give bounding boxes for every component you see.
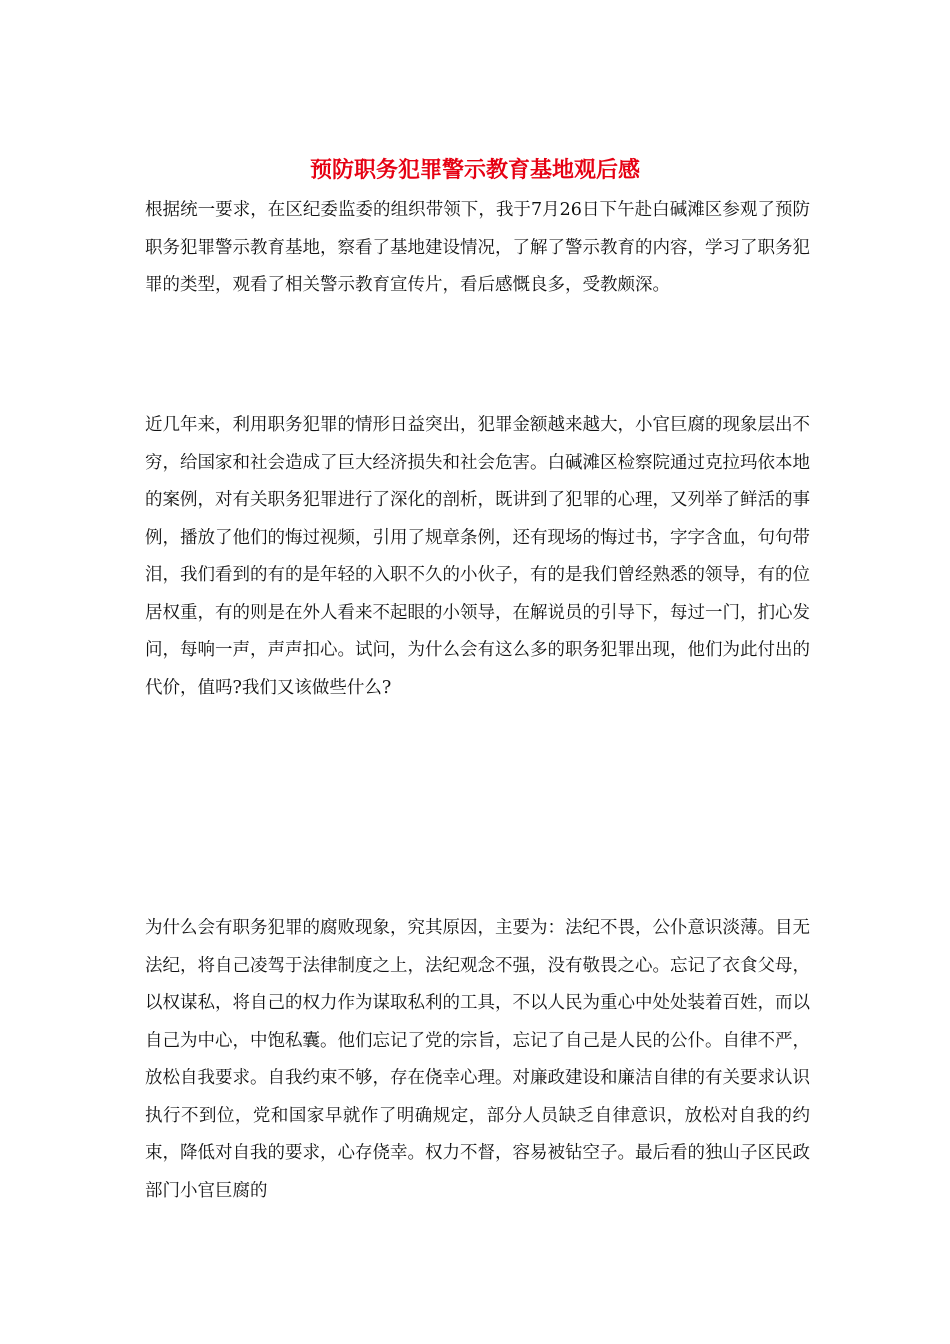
- document-title: 预防职务犯罪警示教育基地观后感: [309, 157, 640, 183]
- paragraph-1: 根据统一要求，在区纪委监委的组织带领下，我于7月26日下午赴白碱滩区参观了预防职务犯罪警示教育基地，察看了基地建设情况，了解了警示教育的内容，学习了职务犯罪的类型，观看了相关警示教育宣传片，看后感慨良多，受教颇深。: [145, 200, 810, 295]
- paragraph-2: 近几年来，利用职务犯罪的情形日益突出，犯罪金额越来越大，小官巨腐的现象层出不穷，给国家和社会造成了巨大经济损失和社会危害。白碱滩区检察院通过克拉玛依本地的案例，对有关职务犯罪进行了深化的剖析，既讲到了犯罪的心理，又列举了鲜活的事例，播放了他们的悔过视频，引用了规章条例，还有现场的悔过书，字字含血，句句带泪，我们看到的有的是年轻的入职不久的小伙子，有的是我们曾经熟悉的领导，有的位居权重，有的则是在外人看来不起眼的小领导，在解说员的引导下，每过一门，扪心发问，每响一声，声声扣心。试问，为什么会有这么多的职务犯罪出现，他们为此付出的代价，值吗?我们又该做些什么?: [145, 415, 810, 698]
- paragraph-3: 为什么会有职务犯罪的腐败现象，究其原因，主要为：法纪不畏，公仆意识淡薄。目无法纪，将自己凌驾于法律制度之上，法纪观念不强，没有敬畏之心。忘记了衣食父母，以权谋私，将自己的权力作为谋取私利的工具，不以人民为重心中处处装着百姓，而以自己为中心，中饱私囊。他们忘记了党的宗旨，忘记了自己是人民的公仆。自律不严，放松自我要求。自我约束不够，存在侥幸心理。对廉政建设和廉洁自律的有关要求认识执行不到位，党和国家早就作了明确规定，部分人员缺乏自律意识，放松对自我的约束，降低对自我的要求，心存侥幸。权力不督，容易被钻空子。最后看的独山子区民政部门小官巨腐的: [145, 918, 810, 1201]
